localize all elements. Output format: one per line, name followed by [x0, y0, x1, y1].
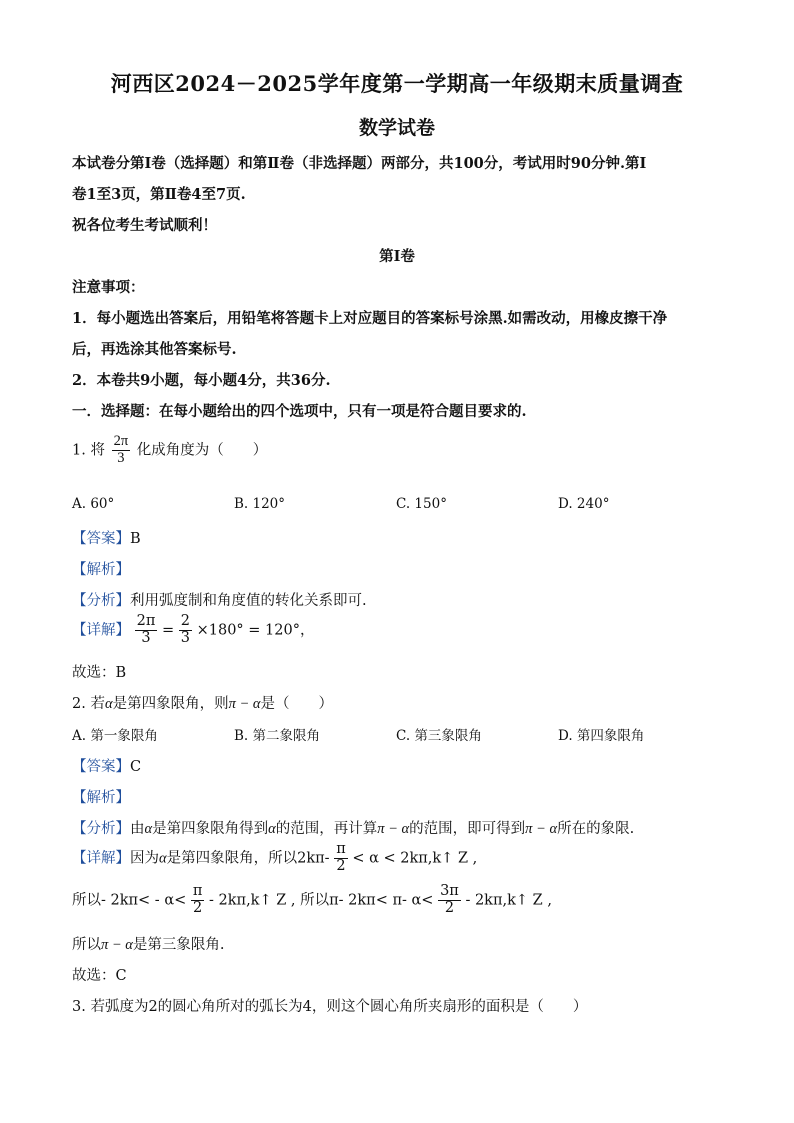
- q2-detail-fraction: [334, 842, 348, 875]
- notes-item-1-line-1: 1．每小题选出答案后，用铅笔将答题卡上对应题目的答案标号涂黑.如需改动，用橡皮擦干净: [72, 310, 668, 327]
- q2-fenxi-c: 的范围，再计算: [275, 821, 378, 837]
- q2-choose: 故选：C: [72, 968, 127, 984]
- q1-answer: [72, 527, 141, 548]
- q2-mid: 是第四象限角，则: [112, 696, 229, 712]
- q2-option-c: C. 第三象限角: [396, 728, 482, 744]
- question-2: [72, 692, 333, 713]
- q1-detail-fraction-1: [135, 614, 158, 647]
- q1-detail-rest: ×180° = 120°，: [196, 622, 315, 639]
- q1-fenxi-tag: 【分析】: [72, 593, 130, 609]
- q2-line2-fraction-1: [191, 884, 205, 917]
- exam-title: 河西区2024－2025学年度第一学期高一年级期末质量调查: [110, 71, 684, 96]
- q2-fenxi-a: 由: [130, 821, 145, 837]
- q1-detail-eq: =: [161, 622, 175, 639]
- q2-fenxi-tag: 【分析】: [72, 821, 130, 837]
- q1-detail-tag: 【详解】: [72, 622, 130, 639]
- q1-option-a: A. 60°: [72, 496, 115, 512]
- q1-frac-denominator: 3: [117, 449, 125, 466]
- q2-alpha: α: [104, 696, 113, 712]
- q2-detail: [72, 842, 477, 875]
- q2-option-d: D. 第四象限角: [558, 728, 645, 744]
- q2-suffix: 是（ ）: [260, 696, 333, 712]
- q1-answer-tag: 【答案】: [72, 531, 130, 547]
- q1-detail-f1-num: 2π: [136, 613, 156, 629]
- q1-analysis-tag: 【解析】: [72, 562, 130, 578]
- q1-detail-fraction-2: [179, 614, 192, 647]
- q2-option-b: B. 第二象限角: [234, 728, 321, 744]
- q2-answer-tag: 【答案】: [72, 759, 130, 775]
- q1-choose: 故选：B: [72, 665, 127, 681]
- q2-detail-b: 是第四象限角，所以2kπ-: [166, 850, 330, 867]
- q1-detail: [72, 614, 314, 647]
- q1-fraction: [112, 434, 131, 467]
- q2-prefix: 2. 若: [72, 696, 105, 712]
- q2-detail-tag: 【详解】: [72, 850, 130, 867]
- q2-fenxi-pma-1: π − α: [377, 821, 410, 837]
- q1-answer-value: B: [130, 531, 141, 547]
- notes-heading: 注意事项：: [72, 279, 145, 296]
- q2-detail-frac-den: 2: [336, 857, 346, 874]
- q1-fenxi: [72, 589, 367, 610]
- intro-line-2: 卷1至3页，第Ⅱ卷4至7页.: [72, 186, 246, 203]
- q2-pi-minus-alpha: π − α: [228, 696, 261, 712]
- q2-line2-a: 所以- 2kπ< - α<: [72, 892, 187, 909]
- question-3: 3. 若弧度为2的圆心角所对的弧长为4，则这个圆心角所夹扇形的面积是（ ）: [72, 999, 588, 1015]
- q2-fenxi: [72, 817, 634, 838]
- q1-option-d: D. 240°: [558, 496, 610, 512]
- q1-detail-f2-num: 2: [180, 613, 190, 629]
- section-title: 第Ⅰ卷: [379, 248, 415, 265]
- q2-analysis-tag: 【解析】: [72, 790, 130, 806]
- q2-detail-c: < α < 2kπ,k↑ Z ,: [352, 850, 478, 867]
- q2-answer-value: C: [130, 759, 142, 775]
- q1-frac-numerator: 2π: [113, 433, 129, 449]
- q2-detail-alpha: α: [159, 850, 167, 867]
- q2-fenxi-alpha-2: α: [268, 821, 276, 837]
- q1-option-b: B. 120°: [234, 496, 286, 512]
- q1-detail-f1-den: 3: [141, 629, 151, 646]
- q2-line2-fraction-2: [438, 884, 461, 917]
- q2-line2-f1-num: π: [192, 883, 203, 899]
- q2-line3-b: 是第三象限角.: [132, 937, 225, 953]
- exam-subtitle: 数学试卷: [358, 117, 435, 139]
- q2-line2-c: - 2kπ,k↑ Z ,: [465, 892, 552, 909]
- q2-line3-pma: π − α: [101, 937, 133, 953]
- q2-detail-line-2: [72, 884, 552, 917]
- q2-fenxi-pma-2: π − α: [525, 821, 558, 837]
- notes-item-2: 2．本卷共9小题，每小题4分，共36分.: [72, 372, 331, 389]
- part1-heading: 一．选择题：在每小题给出的四个选项中，只有一项是符合题目要求的.: [72, 403, 527, 420]
- q2-detail-line-3: [72, 933, 225, 954]
- q1-prefix: 1. 将: [72, 442, 105, 459]
- q2-line2-f2-den: 2: [444, 899, 455, 916]
- notes-item-1-line-2: 后，再选涂其他答案标号.: [72, 341, 237, 358]
- q2-fenxi-alpha-1: α: [144, 821, 153, 837]
- q1-detail-f2-den: 3: [180, 629, 190, 646]
- q2-fenxi-b: 是第四象限角得到: [152, 821, 269, 837]
- q1-suffix: 化成角度为（ ）: [136, 442, 268, 459]
- q2-detail-frac-num: π: [336, 841, 346, 857]
- intro-line-3: 祝各位考生考试顺利！: [72, 217, 217, 234]
- q1-fenxi-text: 利用弧度制和角度值的转化关系即可.: [130, 593, 367, 609]
- intro-line-1: 本试卷分第Ⅰ卷（选择题）和第Ⅱ卷（非选择题）两部分，共100分，考试用时90分钟.第Ⅰ: [72, 155, 647, 172]
- q2-line2-b: - 2kπ,k↑ Z , 所以π- 2kπ< π- α<: [209, 892, 434, 909]
- q1-option-c: C. 150°: [396, 496, 447, 512]
- q2-fenxi-d: 的范围，即可得到: [409, 821, 526, 837]
- q2-option-a: A. 第一象限角: [72, 728, 158, 744]
- q2-detail-a: 因为: [130, 850, 159, 867]
- question-1: [72, 434, 267, 467]
- q2-line2-f2-num: 3π: [440, 883, 459, 899]
- q2-fenxi-e: 所在的象限.: [557, 821, 635, 837]
- q2-answer: [72, 755, 141, 776]
- q2-line2-f1-den: 2: [193, 899, 203, 916]
- q2-line3-a: 所以: [72, 937, 101, 953]
